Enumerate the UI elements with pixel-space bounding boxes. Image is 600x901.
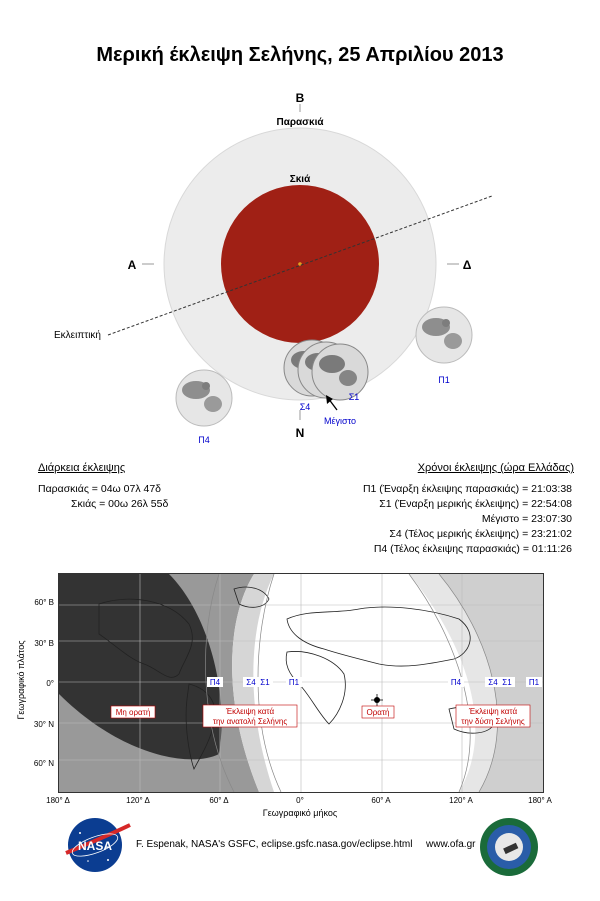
time-u1: Σ1 (Έναρξη μερικής έκλειψης) = 22:54:08 <box>379 498 572 510</box>
map-xlabel: Γεωγραφικό μήκος <box>262 808 338 818</box>
moon-p1-label: Π1 <box>438 375 450 385</box>
lon-tick-60w: 60° Δ <box>209 796 229 805</box>
curve-label-left-p1: Π1 <box>288 678 300 687</box>
moon-u1-label: Σ1 <box>348 392 360 402</box>
site-link[interactable]: www.ofa.gr <box>426 839 476 850</box>
ofa-logo <box>478 816 540 878</box>
north-label: Β <box>295 91 305 105</box>
time-max: Μέγιστο = 23:07:30 <box>481 513 572 525</box>
duration-umbral: Σκιάς = 00ω 26λ 55δ <box>71 498 169 510</box>
curve-label-right-p1: Π1 <box>528 678 540 687</box>
curve-label-left-u1: Σ1 <box>260 678 270 687</box>
duration-penumbral: Παρασκιάς = 04ω 07λ 47δ <box>38 483 162 495</box>
curve-label-left-u4: Σ4 <box>246 678 256 687</box>
lon-tick-120e: 120° Α <box>449 796 473 805</box>
label-not-visible: Μη ορατή <box>115 708 151 717</box>
moon-u4-label: Σ4 <box>299 402 311 412</box>
lon-tick-60e: 60° Α <box>371 796 391 805</box>
time-u4: Σ4 (Τέλος μερικής έκλειψης) = 23:21:02 <box>389 528 572 540</box>
moon-p4-label: Π4 <box>198 435 210 445</box>
map-ylabel: Γεωγραφικό πλάτος <box>16 640 26 720</box>
duration-heading: Διάρκεια έκλειψης <box>38 462 126 474</box>
curve-label-right-p4: Π4 <box>450 678 462 687</box>
umbra-label: Σκιά <box>289 174 311 185</box>
curve-label-right-u1: Σ1 <box>502 678 512 687</box>
lat-tick-30s: 30° Ν <box>33 720 54 729</box>
moon-p1 <box>416 307 472 363</box>
lat-tick-60s: 60° Ν <box>33 759 54 768</box>
lon-tick-0: 0° <box>296 796 304 805</box>
page-title: Μερική έκλειψη Σελήνης, 25 Απριλίου 2013 <box>96 44 504 66</box>
lon-tick-120w: 120° Δ <box>126 796 150 805</box>
lat-tick-60n: 60° Β <box>34 598 54 607</box>
west-label: Α <box>127 258 137 272</box>
time-p1: Π1 (Έναρξη έκλειψης παρασκιάς) = 21:03:38 <box>362 483 572 495</box>
ecliptic-label: Εκλειπτική <box>54 330 101 341</box>
moon-p4 <box>176 370 232 426</box>
label-moonrise-1: Έκλειψη κατά <box>225 707 275 716</box>
label-visible: Ορατή <box>366 708 390 717</box>
east-label: Δ <box>462 258 472 272</box>
lon-tick-180w: 180° Δ <box>46 796 70 805</box>
lon-tick-180e: 180° Α <box>528 796 552 805</box>
curve-label-right-u4: Σ4 <box>488 678 498 687</box>
lat-tick-30n: 30° Β <box>34 639 54 648</box>
times-heading: Χρόνοι έκλειψης (ώρα Ελλάδας) <box>417 462 574 474</box>
label-moonset-1: Έκλειψη κατά <box>468 707 518 716</box>
time-p4: Π4 (Τέλος έκλειψης παρασκιάς) = 01:11:26 <box>373 543 572 555</box>
label-moonrise-2: την ανατολή Σελήνης <box>212 717 288 726</box>
south-label: Ν <box>295 426 305 440</box>
penumbra-label: Παρασκιά <box>276 117 324 128</box>
label-moonset-2: την δύση Σελήνης <box>461 717 525 726</box>
lat-tick-0: 0° <box>46 679 54 688</box>
credit-text: F. Espenak, NASA's GSFC, eclipse.gsfc.nasa.gov/eclipse.html <box>136 839 413 850</box>
nasa-logo-text: NASA <box>77 839 113 853</box>
nasa-logo <box>60 815 134 875</box>
curve-label-left-p4: Π4 <box>209 678 221 687</box>
moon-max-label: Μέγιστο <box>324 416 356 426</box>
map-axes <box>0 560 600 820</box>
moon-u1 <box>312 344 368 400</box>
